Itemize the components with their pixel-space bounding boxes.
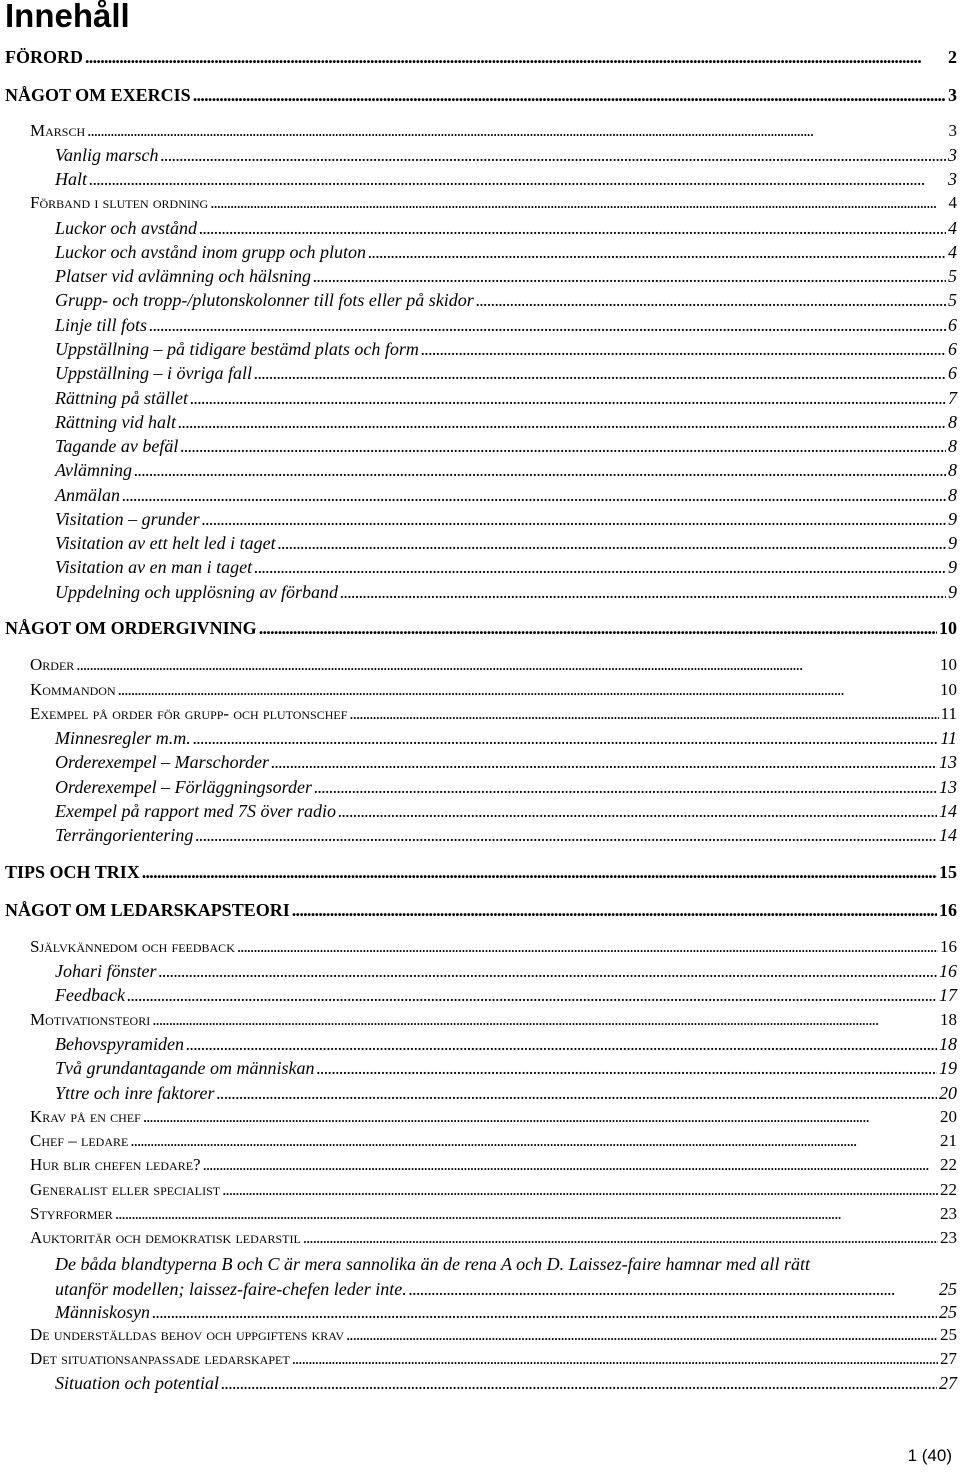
toc-subsection-entry[interactable] [55, 1302, 957, 1326]
toc-subsection-entry[interactable] [55, 1034, 957, 1058]
toc-section-entry[interactable] [30, 937, 957, 961]
dot-leader [115, 1204, 938, 1224]
toc-chapter-entry[interactable] [5, 900, 957, 924]
toc-entry-text: Anmälan [55, 485, 120, 505]
toc-entry-page: 23 [940, 1204, 957, 1223]
toc-entry-text: TIPS OCH TRIX [5, 862, 140, 882]
toc-entry-text: Orderexempel – Förläggningsorder [55, 777, 312, 797]
toc-section-entry[interactable] [30, 1107, 957, 1131]
toc-section-entry[interactable] [30, 1010, 957, 1034]
toc-entry-page: 10 [940, 655, 957, 674]
toc-entry-page: 8 [948, 460, 957, 480]
toc-subsection-entry[interactable] [55, 485, 957, 509]
toc-entry-page: 2 [948, 47, 957, 67]
toc-entry-page: 4 [948, 242, 957, 262]
toc-entry-text: Visitation av en man i taget [55, 557, 253, 577]
dot-leader [186, 1034, 937, 1055]
toc-entry-page: 16 [940, 937, 957, 956]
toc-entry[interactable] [55, 1252, 957, 1301]
toc-entry-page: 3 [948, 169, 957, 189]
toc-entry-text: Förband i sluten ordning [30, 193, 209, 212]
toc-entry-page: 9 [948, 509, 957, 529]
dot-leader [222, 1180, 938, 1200]
dot-leader [143, 1107, 938, 1127]
dot-leader [149, 315, 946, 336]
toc-entry-text: Marsch [30, 121, 86, 140]
toc-entry-page: 5 [948, 290, 957, 310]
dot-leader [142, 862, 937, 883]
toc-entry-page: 3 [948, 121, 957, 140]
toc-entry-page: 21 [940, 1131, 957, 1150]
toc-entry-text: Situation och potential [55, 1373, 219, 1393]
toc-entry-text: Visitation av ett helt led i taget [55, 533, 276, 553]
toc-entry-page: 19 [939, 1058, 957, 1078]
dot-leader [221, 1373, 937, 1394]
toc-entry-page: 25 [939, 1302, 957, 1322]
toc-entry-page: 11 [940, 704, 957, 723]
toc-subsection-entry[interactable] [55, 315, 957, 339]
toc-subsection-entry[interactable] [55, 825, 957, 849]
toc-subsection-entry[interactable] [55, 557, 957, 581]
toc-entry-text: Människosyn [55, 1302, 150, 1322]
toc-entry-text: Chef – ledare [30, 1131, 129, 1150]
toc-entry-page: 5 [948, 266, 957, 286]
dot-leader [180, 436, 946, 457]
dot-leader [85, 47, 946, 68]
dot-leader [349, 704, 938, 724]
toc-chapter-entry[interactable] [5, 85, 957, 109]
toc-entry-page: 3 [948, 85, 957, 105]
toc-entry-text: De båda blandtyperna B och C är mera sannolika än de rena A och D. Laissez-faire hamnar med all rätt [55, 1254, 810, 1274]
dot-leader [127, 985, 937, 1006]
dot-leader [317, 1058, 938, 1079]
toc-entry-page: 14 [939, 801, 957, 821]
toc-section-entry[interactable] [30, 704, 957, 728]
toc-entry-text: NÅGOT OM EXERCIS [5, 85, 191, 105]
dot-leader [152, 1010, 938, 1030]
toc-entry-page: 13 [939, 777, 957, 797]
dot-leader [421, 339, 946, 360]
dot-leader [476, 290, 946, 311]
dot-leader [190, 388, 946, 409]
toc-subsection-entry[interactable] [55, 509, 957, 533]
dot-leader [118, 680, 938, 700]
toc-subsection-entry[interactable] [55, 728, 957, 752]
toc-entry-text: De underställdas behov och uppgiftens krav [30, 1325, 344, 1344]
toc-entry-text: Generalist eller specialist [30, 1180, 221, 1199]
toc-entry-text: Halt [55, 169, 88, 189]
dot-leader [122, 485, 946, 506]
toc-entry-text: Uppställning – i övriga fall [55, 363, 253, 383]
dot-leader [254, 363, 946, 384]
toc-subsection-entry[interactable] [55, 961, 957, 985]
dot-leader [338, 801, 937, 822]
toc-entry-page: 6 [948, 363, 957, 383]
toc-entry-page: 8 [948, 436, 957, 456]
toc-entry-page: 16 [939, 900, 957, 920]
toc-entry-page: 3 [948, 145, 957, 165]
toc-subsection-entry[interactable] [55, 388, 957, 412]
toc-entry-text: Kommandon [30, 680, 116, 699]
dot-leader [195, 825, 937, 846]
toc-entry-page: 4 [948, 218, 957, 238]
toc-subsection-entry[interactable] [55, 801, 957, 825]
toc-subsection-entry[interactable] [55, 145, 957, 169]
toc-entry-text: Order [30, 655, 75, 674]
toc-subsection-entry[interactable] [55, 582, 957, 606]
toc-subsection-entry[interactable] [55, 777, 957, 801]
toc-subsection-entry[interactable] [55, 1058, 957, 1082]
toc-entry-page: 15 [939, 862, 957, 882]
toc-entry-page: 10 [939, 618, 957, 638]
toc-subsection-entry[interactable] [55, 1373, 957, 1397]
dot-leader [259, 618, 937, 639]
toc-subsection-entry[interactable] [55, 218, 957, 242]
toc-entry-text: Rättning på stället [55, 388, 188, 408]
dot-leader [193, 728, 939, 749]
toc-entry-text: FÖRORD [5, 47, 83, 67]
toc-entry-page: 25 [940, 1325, 957, 1344]
toc-entry-page: 8 [948, 412, 957, 432]
toc-entry-text-continued: utanför modellen; laissez-faire-chefen leder inte. [55, 1278, 407, 1299]
toc-entry-page: 25 [939, 1278, 957, 1299]
toc-entry-page: 13 [939, 752, 957, 772]
toc-entry-page: 18 [940, 1010, 957, 1029]
toc-section-entry[interactable] [30, 1155, 957, 1179]
dot-leader [178, 412, 946, 433]
toc-subsection-entry[interactable] [55, 290, 957, 314]
toc-section-entry[interactable] [30, 680, 957, 704]
toc-section-entry[interactable] [30, 1180, 957, 1204]
toc-entry-page: 14 [939, 825, 957, 845]
toc-entry-page: 10 [940, 680, 957, 699]
dot-leader [210, 193, 946, 213]
toc-subsection-entry[interactable] [55, 460, 957, 484]
toc-entry-text: Visitation – grunder [55, 509, 200, 529]
dot-leader [271, 752, 937, 773]
dot-leader [159, 961, 938, 982]
toc-entry-text: Motivationsteori [30, 1010, 151, 1029]
toc-entry-page: 23 [940, 1228, 957, 1247]
toc-section-entry[interactable] [30, 1131, 957, 1155]
dot-leader [161, 145, 947, 166]
dot-leader [340, 582, 946, 603]
dot-leader [278, 533, 946, 554]
toc-entry-page: 16 [939, 961, 957, 981]
toc-subsection-entry[interactable] [55, 412, 957, 436]
toc-entry-text: Feedback [55, 985, 125, 1005]
dot-leader [292, 900, 937, 921]
toc-entry-text: Det situationsanpassade ledarskapet [30, 1349, 290, 1368]
toc-entry-text: Minnesregler m.m. [55, 728, 191, 748]
dot-leader [203, 1155, 938, 1175]
toc-entry-page: 11 [940, 728, 957, 748]
toc-section-entry[interactable] [30, 1228, 957, 1252]
toc-entry-page: 27 [940, 1349, 957, 1368]
toc-entry-page: 22 [940, 1180, 957, 1199]
toc-entry-text: Hur blir chefen ledare? [30, 1155, 201, 1174]
dot-leader [134, 460, 946, 481]
toc-chapter-entry[interactable] [5, 618, 957, 642]
toc-entry-page: 8 [948, 485, 957, 505]
toc-entry-text: Två grundantagande om människan [55, 1058, 315, 1078]
toc-entry-page: 17 [939, 985, 957, 1005]
toc-section-entry[interactable] [30, 121, 957, 145]
dot-leader [152, 1302, 937, 1323]
toc-subsection-entry[interactable] [55, 985, 957, 1009]
toc-entry-text: Avlämning [55, 460, 132, 480]
toc-entry-page: 22 [940, 1155, 957, 1174]
dot-leader [202, 509, 946, 530]
dot-leader [254, 557, 946, 578]
dot-leader [76, 655, 938, 675]
toc-section-entry[interactable] [30, 1204, 957, 1228]
dot-leader [303, 1228, 938, 1248]
toc-entry-page: 9 [948, 533, 957, 553]
toc-subsection-entry[interactable] [55, 266, 957, 290]
toc-entry-text: Exempel på order för grupp- och plutonschef [30, 704, 348, 723]
toc-entry-text: Linje till fots [55, 315, 148, 335]
dot-leader [346, 1325, 938, 1345]
toc-subsection-entry[interactable] [55, 752, 957, 776]
toc-chapter-entry[interactable] [5, 47, 957, 71]
toc-entry-page: 20 [939, 1083, 957, 1103]
dot-leader [87, 121, 946, 141]
toc-subsection-entry[interactable] [55, 169, 957, 193]
toc-section-entry[interactable] [30, 193, 957, 217]
toc-entry-page: 6 [948, 339, 957, 359]
dot-leader [193, 85, 946, 106]
toc-entry-page: 6 [948, 315, 957, 335]
toc-entry-text: Exempel på rapport med 7S över radio [55, 801, 336, 821]
dot-leader [368, 242, 946, 263]
toc-entry-text: Terrängorientering [55, 825, 194, 845]
page-title: Innehåll [5, 0, 130, 34]
toc-section-entry[interactable] [30, 655, 957, 679]
toc-entry-text: Luckor och avstånd inom grupp och pluton [55, 242, 366, 262]
toc-entry-text: Självkännedom och feedback [30, 937, 235, 956]
toc-section-entry[interactable] [30, 1325, 957, 1349]
toc-entry-text: Krav på en chef [30, 1107, 141, 1126]
toc-subsection-entry[interactable] [55, 533, 957, 557]
dot-leader [314, 777, 937, 798]
toc-subsection-entry[interactable] [55, 363, 957, 387]
toc-entry-page: 18 [939, 1034, 957, 1054]
dot-leader [89, 169, 946, 190]
toc-entry-page: 9 [948, 557, 957, 577]
toc-subsection-entry[interactable] [55, 339, 957, 363]
toc-entry-text: Tagande av befäl [55, 436, 179, 456]
dot-leader [199, 218, 946, 239]
toc-entry-text: Uppdelning och upplösning av förband [55, 582, 338, 602]
toc-entry-text: Styrformer [30, 1204, 113, 1223]
toc-entry-text: Behovspyramiden [55, 1034, 184, 1054]
toc-entry-text: Luckor och avstånd [55, 218, 197, 238]
page-number-footer: 1 (40) [907, 1446, 952, 1465]
toc-entry-text: Rättning vid halt [55, 412, 176, 432]
toc-entry-page: 9 [948, 582, 957, 602]
toc-entry-text: NÅGOT OM LEDARSKAPSTEORI [5, 900, 290, 920]
toc-subsection-entry[interactable] [55, 242, 957, 266]
toc-entry-text: NÅGOT OM ORDERGIVNING [5, 618, 257, 638]
toc-section-entry[interactable] [30, 1349, 957, 1373]
dot-leader [130, 1131, 938, 1151]
toc-entry-text: Johari fönster [55, 961, 157, 981]
toc-entry-page: 7 [948, 388, 957, 408]
toc-entry-page: 20 [940, 1107, 957, 1126]
toc-subsection-entry[interactable] [55, 1083, 957, 1107]
toc-chapter-entry[interactable] [5, 862, 957, 886]
toc-entry-text: Uppställning – på tidigare bestämd plats och form [55, 339, 419, 359]
toc-entry-page: 27 [939, 1373, 957, 1393]
toc-entry-text: Platser vid avlämning och hälsning [55, 266, 311, 286]
toc-subsection-entry[interactable] [55, 436, 957, 460]
toc-entry-text: Orderexempel – Marschorder [55, 752, 269, 772]
dot-leader [292, 1349, 938, 1369]
toc-entry-page: 4 [948, 193, 957, 212]
toc-entry-text: Vanlig marsch [55, 145, 159, 165]
toc-entry-text: Grupp- och tropp-/plutonskolonner till fots eller på skidor [55, 290, 474, 310]
dot-leader [409, 1277, 937, 1302]
dot-leader [237, 937, 938, 957]
dot-leader [216, 1083, 937, 1104]
toc-entry-text: Yttre och inre faktorer [55, 1083, 215, 1103]
toc-entry-text: Auktoritär och demokratisk ledarstil [30, 1228, 301, 1247]
dot-leader [313, 266, 946, 287]
